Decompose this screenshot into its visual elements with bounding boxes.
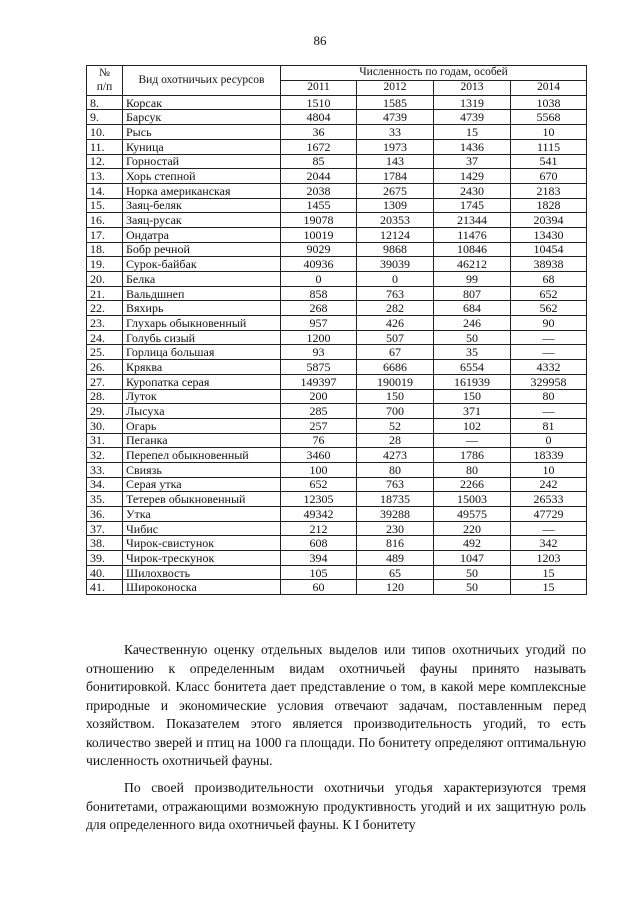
species-name: Вяхирь [123, 301, 281, 316]
table-row [87, 507, 587, 522]
row-number: 8. [87, 95, 123, 110]
population-value: 230 [357, 521, 434, 536]
population-value: 541 [511, 154, 587, 169]
population-value: 489 [357, 551, 434, 566]
table-row [87, 551, 587, 566]
species-name: Огарь [123, 418, 281, 433]
row-number: 16. [87, 213, 123, 228]
population-value: 562 [511, 301, 587, 316]
population-value: 2675 [357, 183, 434, 198]
population-value: 257 [281, 418, 357, 433]
species-name: Пеганка [123, 433, 281, 448]
species-name: Бобр речной [123, 242, 281, 257]
species-name: Глухарь обыкновенный [123, 316, 281, 331]
population-value: 12124 [357, 227, 434, 242]
table-row [87, 139, 587, 154]
paragraph: Качественную оценку отдельных выделов или типов охотничьих угодий по отношению к определенным видам охотничьей фауны принято называть бонитировкой. Класс бонитета дает представление о том, в какой мере комплексные природные и экономические условия отвечают задачам, поставленным перед хозяйством. Показателем этого является производительность угодий, то есть количество зверей и птиц на 1000 га площади. По бонитету определяют оптимальную численность охотничьей фауны. [86, 642, 586, 768]
row-number: 24. [87, 330, 123, 345]
table-row [87, 257, 587, 272]
row-number: 26. [87, 360, 123, 375]
row-number: 18. [87, 242, 123, 257]
population-value: 15003 [434, 492, 511, 507]
population-value: 329958 [511, 374, 587, 389]
page-number: 86 [313, 33, 327, 48]
population-value: 11476 [434, 227, 511, 242]
population-value: 15 [434, 125, 511, 140]
population-value: 285 [281, 404, 357, 419]
species-name: Норка американская [123, 183, 281, 198]
species-name: Барсук [123, 110, 281, 125]
row-number: 25. [87, 345, 123, 360]
population-value: 47729 [511, 507, 587, 522]
species-name: Голубь сизый [123, 330, 281, 345]
population-value: 190019 [357, 374, 434, 389]
population-value: 15 [511, 580, 587, 595]
species-name: Сурок-байбак [123, 257, 281, 272]
species-name: Заяц-русак [123, 213, 281, 228]
table-row [87, 418, 587, 433]
species-name: Горностай [123, 154, 281, 169]
row-number: 28. [87, 389, 123, 404]
row-number: 11. [87, 139, 123, 154]
population-value: 21344 [434, 213, 511, 228]
header-species: Вид охотничьих ресурсов [123, 66, 281, 96]
species-name: Луток [123, 389, 281, 404]
row-number: 39. [87, 551, 123, 566]
population-value: 46212 [434, 257, 511, 272]
row-number: 41. [87, 580, 123, 595]
population-value: 18735 [357, 492, 434, 507]
population-value: 150 [434, 389, 511, 404]
table-row [87, 492, 587, 507]
table-row [87, 301, 587, 316]
species-name: Заяц-беляк [123, 198, 281, 213]
population-value: 4273 [357, 448, 434, 463]
population-value: — [434, 433, 511, 448]
population-value: 394 [281, 551, 357, 566]
population-value: 220 [434, 521, 511, 536]
population-value: 35 [434, 345, 511, 360]
table-row [87, 374, 587, 389]
header-year: 2013 [434, 80, 511, 95]
population-value: 3460 [281, 448, 357, 463]
population-value: 105 [281, 565, 357, 580]
population-value: 50 [434, 580, 511, 595]
table-row [87, 213, 587, 228]
population-value: — [511, 330, 587, 345]
population-value: 10454 [511, 242, 587, 257]
population-value: 268 [281, 301, 357, 316]
population-value: 19078 [281, 213, 357, 228]
population-value: 100 [281, 462, 357, 477]
population-value: 2430 [434, 183, 511, 198]
header-year: 2011 [281, 80, 357, 95]
population-value: 9029 [281, 242, 357, 257]
row-number: 10. [87, 125, 123, 140]
population-value: 52 [357, 418, 434, 433]
population-value: 80 [357, 462, 434, 477]
population-value: — [511, 404, 587, 419]
row-number: 22. [87, 301, 123, 316]
population-value: 246 [434, 316, 511, 331]
population-value: 652 [511, 286, 587, 301]
row-number: 15. [87, 198, 123, 213]
population-value: 1047 [434, 551, 511, 566]
row-number: 21. [87, 286, 123, 301]
population-value: 6686 [357, 360, 434, 375]
row-number: 23. [87, 316, 123, 331]
population-value: 85 [281, 154, 357, 169]
population-value: 1828 [511, 198, 587, 213]
population-value: 652 [281, 477, 357, 492]
table-row [87, 183, 587, 198]
population-value: 492 [434, 536, 511, 551]
species-name: Чирок-трескунок [123, 551, 281, 566]
population-value: 60 [281, 580, 357, 595]
population-value: 342 [511, 536, 587, 551]
population-value: 10 [511, 125, 587, 140]
population-value: 1672 [281, 139, 357, 154]
population-value: 28 [357, 433, 434, 448]
species-name: Утка [123, 507, 281, 522]
row-number: 34. [87, 477, 123, 492]
table-row [87, 330, 587, 345]
species-name: Лысуха [123, 404, 281, 419]
row-number: 29. [87, 404, 123, 419]
row-number: 37. [87, 521, 123, 536]
population-value: 10019 [281, 227, 357, 242]
population-value: 1585 [357, 95, 434, 110]
table-row [87, 154, 587, 169]
population-value: 150 [357, 389, 434, 404]
population-value: — [511, 521, 587, 536]
table-row [87, 360, 587, 375]
table-row [87, 110, 587, 125]
species-name: Перепел обыкновенный [123, 448, 281, 463]
population-value: 120 [357, 580, 434, 595]
population-value: 4804 [281, 110, 357, 125]
population-value: 858 [281, 286, 357, 301]
species-name: Чирок-свистунок [123, 536, 281, 551]
population-value: 65 [357, 565, 434, 580]
population-value: 1455 [281, 198, 357, 213]
species-name: Белка [123, 272, 281, 287]
row-number: 32. [87, 448, 123, 463]
species-name: Шилохвость [123, 565, 281, 580]
population-value: 20353 [357, 213, 434, 228]
population-value: 39039 [357, 257, 434, 272]
population-value: 50 [434, 565, 511, 580]
population-value: 39288 [357, 507, 434, 522]
population-value: 49342 [281, 507, 357, 522]
row-number: 27. [87, 374, 123, 389]
population-value: 2183 [511, 183, 587, 198]
species-name: Свиязь [123, 462, 281, 477]
population-value: 763 [357, 477, 434, 492]
hunting-resources-table [86, 65, 587, 595]
population-value: 1429 [434, 169, 511, 184]
row-number: 20. [87, 272, 123, 287]
population-value: 2044 [281, 169, 357, 184]
population-value: 80 [511, 389, 587, 404]
population-value: 1510 [281, 95, 357, 110]
population-value: 80 [434, 462, 511, 477]
table-row [87, 125, 587, 140]
table-row [87, 404, 587, 419]
population-value: 2038 [281, 183, 357, 198]
population-value: — [511, 345, 587, 360]
population-value: 0 [281, 272, 357, 287]
row-number: 36. [87, 507, 123, 522]
population-value: 102 [434, 418, 511, 433]
population-value: 161939 [434, 374, 511, 389]
row-number: 13. [87, 169, 123, 184]
table-row [87, 433, 587, 448]
table-row [87, 536, 587, 551]
population-value: 149397 [281, 374, 357, 389]
row-number: 9. [87, 110, 123, 125]
row-number: 19. [87, 257, 123, 272]
row-number: 17. [87, 227, 123, 242]
population-value: 4739 [357, 110, 434, 125]
population-value: 10 [511, 462, 587, 477]
row-number: 38. [87, 536, 123, 551]
species-name: Корсак [123, 95, 281, 110]
header-number: № п/п [87, 66, 123, 96]
table-row [87, 462, 587, 477]
population-value: 2266 [434, 477, 511, 492]
table-row [87, 272, 587, 287]
paragraph: По своей производительности охотничьи угодья характеризуются тремя бонитетами, отражающими возможную продуктивность угодий и их защитную роль для определенного вида охотничьей фауны. К I бонитету [86, 780, 586, 832]
population-value: 38938 [511, 257, 587, 272]
population-value: 670 [511, 169, 587, 184]
species-name: Тетерев обыкновенный [123, 492, 281, 507]
header-year: 2014 [511, 80, 587, 95]
table-row [87, 198, 587, 213]
table-row [87, 580, 587, 595]
population-value: 0 [357, 272, 434, 287]
table-row [87, 95, 587, 110]
population-value: 426 [357, 316, 434, 331]
population-value: 4739 [434, 110, 511, 125]
population-value: 13430 [511, 227, 587, 242]
population-value: 957 [281, 316, 357, 331]
population-value: 0 [511, 433, 587, 448]
population-value: 68 [511, 272, 587, 287]
row-number: 12. [87, 154, 123, 169]
species-name: Ондатра [123, 227, 281, 242]
population-value: 12305 [281, 492, 357, 507]
population-value: 5875 [281, 360, 357, 375]
header-year: 2012 [357, 80, 434, 95]
row-number: 35. [87, 492, 123, 507]
population-value: 18339 [511, 448, 587, 463]
population-value: 76 [281, 433, 357, 448]
table-row [87, 242, 587, 257]
population-value: 1309 [357, 198, 434, 213]
population-value: 10846 [434, 242, 511, 257]
species-name: Горлица большая [123, 345, 281, 360]
population-value: 1319 [434, 95, 511, 110]
row-number: 30. [87, 418, 123, 433]
population-value: 212 [281, 521, 357, 536]
population-value: 200 [281, 389, 357, 404]
species-name: Кряква [123, 360, 281, 375]
table-row [87, 345, 587, 360]
population-value: 99 [434, 272, 511, 287]
population-value: 26533 [511, 492, 587, 507]
population-value: 4332 [511, 360, 587, 375]
population-value: 67 [357, 345, 434, 360]
population-value: 807 [434, 286, 511, 301]
population-value: 93 [281, 345, 357, 360]
population-value: 1203 [511, 551, 587, 566]
table-row [87, 316, 587, 331]
table-row [87, 286, 587, 301]
population-value: 49575 [434, 507, 511, 522]
population-value: 81 [511, 418, 587, 433]
population-value: 1745 [434, 198, 511, 213]
population-value: 763 [357, 286, 434, 301]
population-value: 816 [357, 536, 434, 551]
population-value: 242 [511, 477, 587, 492]
population-value: 371 [434, 404, 511, 419]
population-value: 1784 [357, 169, 434, 184]
table-row [87, 477, 587, 492]
paragraph-bonitirovka [86, 641, 586, 777]
table-row [87, 169, 587, 184]
population-value: 9868 [357, 242, 434, 257]
table-row [87, 565, 587, 580]
species-name: Чибис [123, 521, 281, 536]
table-row [87, 521, 587, 536]
population-value: 90 [511, 316, 587, 331]
population-value: 143 [357, 154, 434, 169]
table-body [87, 95, 587, 594]
population-value: 6554 [434, 360, 511, 375]
population-value: 608 [281, 536, 357, 551]
population-value: 1115 [511, 139, 587, 154]
population-value: 33 [357, 125, 434, 140]
population-value: 36 [281, 125, 357, 140]
row-number: 31. [87, 433, 123, 448]
header-population-by-year: Численность по годам, особей [281, 66, 587, 81]
species-name: Куница [123, 139, 281, 154]
species-name: Куропатка серая [123, 374, 281, 389]
population-value: 37 [434, 154, 511, 169]
population-value: 282 [357, 301, 434, 316]
species-name: Вальдшнеп [123, 286, 281, 301]
table-row [87, 227, 587, 242]
population-value: 507 [357, 330, 434, 345]
population-value: 684 [434, 301, 511, 316]
population-value: 15 [511, 565, 587, 580]
population-value: 1786 [434, 448, 511, 463]
population-value: 20394 [511, 213, 587, 228]
population-value: 1973 [357, 139, 434, 154]
population-value: 1200 [281, 330, 357, 345]
species-name: Хорь степной [123, 169, 281, 184]
species-name: Широконоска [123, 580, 281, 595]
population-value: 50 [434, 330, 511, 345]
species-name: Серая утка [123, 477, 281, 492]
population-value: 700 [357, 404, 434, 419]
population-value: 1038 [511, 95, 587, 110]
population-value: 5568 [511, 110, 587, 125]
paragraph-bonitety [86, 779, 586, 841]
table-row [87, 389, 587, 404]
population-value: 1436 [434, 139, 511, 154]
population-value: 40936 [281, 257, 357, 272]
species-name: Рысь [123, 125, 281, 140]
row-number: 14. [87, 183, 123, 198]
row-number: 40. [87, 565, 123, 580]
table-row [87, 448, 587, 463]
row-number: 33. [87, 462, 123, 477]
